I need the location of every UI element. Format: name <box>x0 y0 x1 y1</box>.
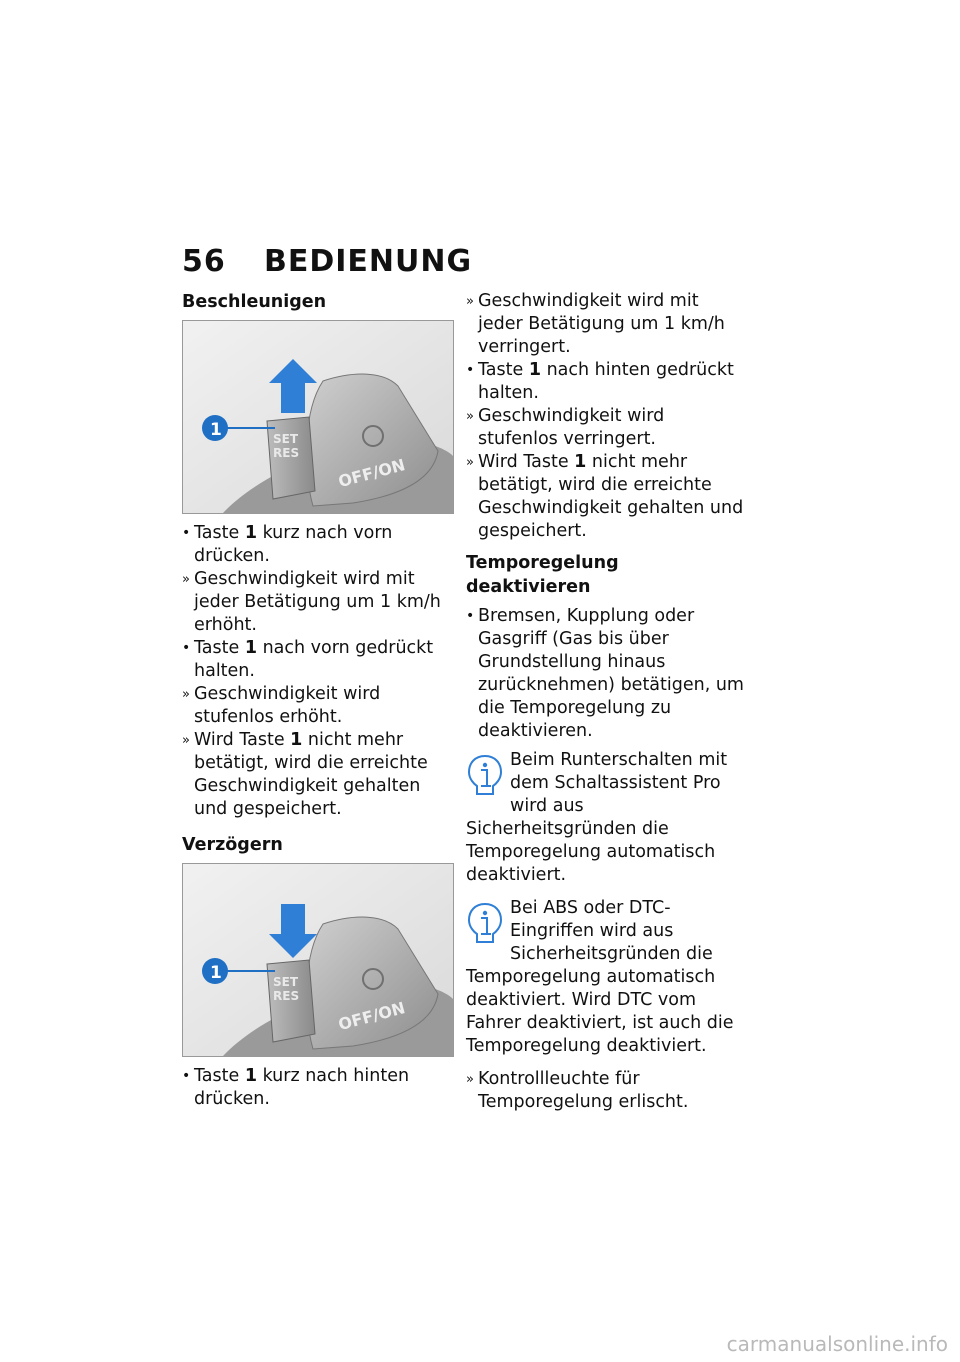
section-title-beschleunigen: Beschleunigen <box>182 292 327 312</box>
callout-number: 1 <box>210 963 222 983</box>
switch-illustration-up <box>183 321 453 513</box>
list-item: • Bremsen, Kupplung oder Gasgriff (Gas bis über Grundstellung hinaus zurücknehmen) betätigen, um die Temporegelung zu deaktivieren. <box>466 606 744 741</box>
list-item: » Wird Taste 1 nicht mehr betätigt, wird die erreichte Geschwindigkeit gehalten und gespeichert. <box>466 452 744 541</box>
button-label-set: SET <box>273 432 299 446</box>
watermark: carmanualsonline.info <box>726 1332 948 1356</box>
chapter-title: BEDIENUNG <box>264 244 473 279</box>
button-label-res: RES <box>273 446 300 460</box>
deactivate-steps <box>466 605 746 743</box>
page-number: 56 <box>182 244 226 279</box>
list-item: » Kontrollleuchte für Temporegelung erlischt. <box>466 1069 689 1112</box>
info-note-abs-dtc: Bei ABS oder DTC-Eingriffen wird aus Sicherheitsgründen die Temporegelung automatisch deaktiviert. Wird DTC vom Fahrer deaktiviert, ist auch die Temporegelung deaktiviert. <box>466 898 734 1056</box>
figure-accelerate <box>182 320 454 514</box>
result-steps <box>466 1068 746 1114</box>
button-label-set: SET <box>273 975 299 989</box>
list-item: » Geschwindigkeit wird mit jeder Betätigung um 1 km/h erhöht. <box>182 569 441 635</box>
decelerate-steps-continued <box>466 290 746 543</box>
switch-illustration-down <box>183 864 453 1056</box>
callout-number: 1 <box>210 420 222 440</box>
figure-decelerate <box>182 863 454 1057</box>
section-title-verzoegern: Verzögern <box>182 835 283 855</box>
list-item: » Geschwindigkeit wird stufenlos verringert. <box>466 406 665 449</box>
cap-label: OFF/ON <box>336 998 408 1035</box>
button-label-res: RES <box>273 989 300 1003</box>
list-item: • Taste 1 kurz nach hinten drücken. <box>182 1066 410 1109</box>
info-icon <box>466 753 504 797</box>
cap-label: OFF/ON <box>336 455 408 492</box>
right-column <box>466 290 746 1114</box>
section-title-deaktivieren: Temporegelung deaktivieren <box>466 553 619 597</box>
left-column <box>182 290 452 1111</box>
list-item: • Taste 1 kurz nach vorn drücken. <box>182 523 393 566</box>
list-item: » Geschwindigkeit wird stufenlos erhöht. <box>182 684 381 727</box>
decelerate-steps <box>182 1065 452 1111</box>
accelerate-steps <box>182 522 452 821</box>
list-item: • Taste 1 nach vorn gedrückt halten. <box>182 638 434 681</box>
info-icon <box>466 901 504 945</box>
page-header <box>182 244 472 279</box>
list-item: » Wird Taste 1 nicht mehr betätigt, wird die erreichte Geschwindigkeit gehalten und gespeichert. <box>182 730 428 819</box>
list-item: » Geschwindigkeit wird mit jeder Betätigung um 1 km/h verringert. <box>466 291 725 357</box>
info-note-shift-assistant: Beim Runterschalten mit dem Schaltassistent Pro wird aus Sicherheitsgründen die Temporegelung automatisch deaktiviert. <box>466 750 728 885</box>
list-item: • Taste 1 nach hinten gedrückt halten. <box>466 360 734 403</box>
